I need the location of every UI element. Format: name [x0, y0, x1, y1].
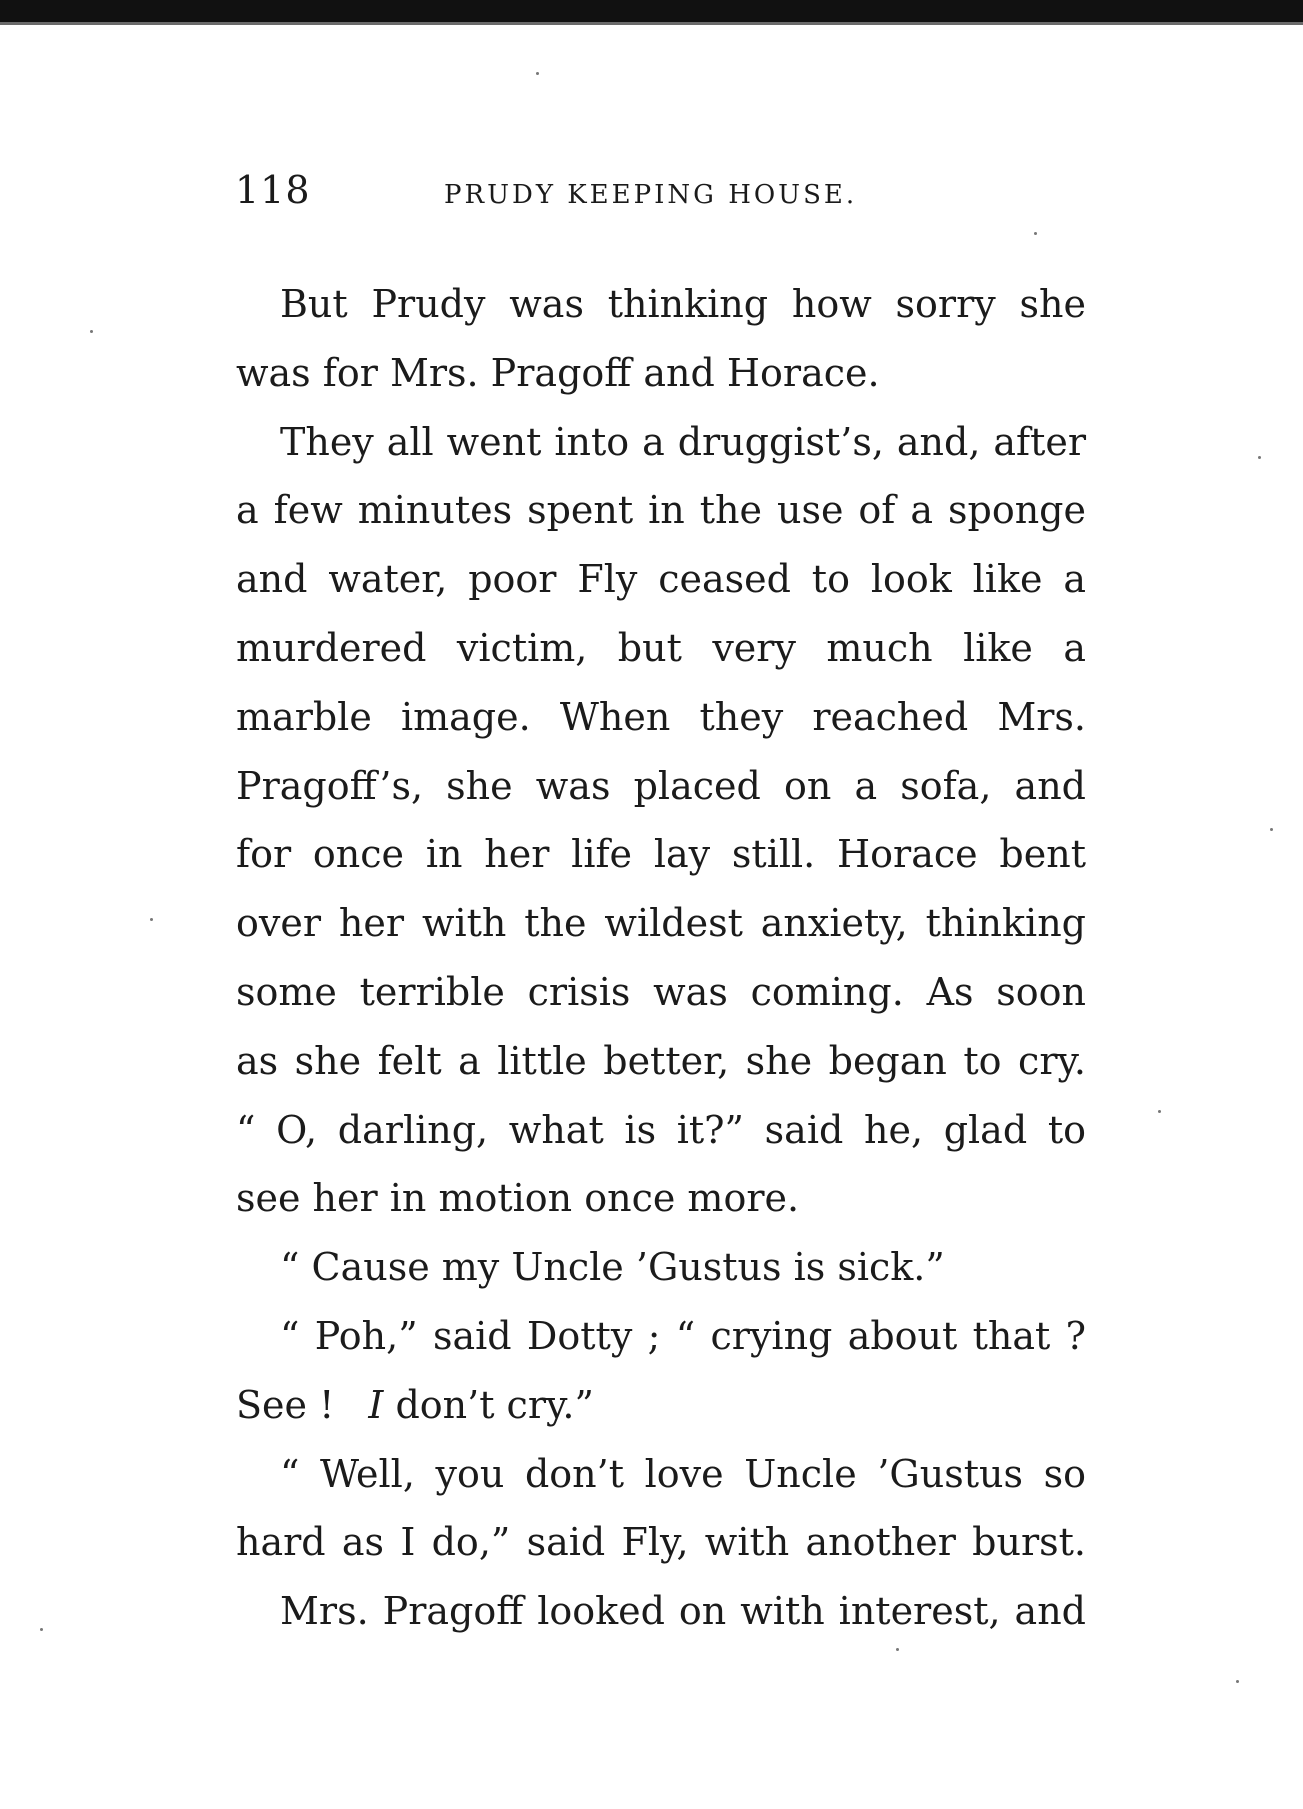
running-head: PRUDY KEEPING HOUSE.	[444, 180, 858, 210]
text-line: Pragoff’s, she was placed on a sofa, and	[236, 763, 1086, 808]
body-text	[236, 270, 1086, 1646]
paper-speck	[90, 330, 93, 333]
text-line: and water, poor Fly ceased to look like a	[236, 557, 1086, 602]
text-line: “ Poh,” said Dotty ; “ crying about that ?	[280, 1313, 1086, 1358]
text-line: a few minutes spent in the use of a sponge	[236, 488, 1086, 533]
emphasis-text: I	[368, 1382, 384, 1427]
text-line: over her with the wildest anxiety, thinking	[236, 901, 1086, 946]
text-line: some terrible crisis was coming. As soon	[236, 969, 1086, 1014]
text-line: was for Mrs. Pragoff and Horace.	[236, 350, 880, 395]
text-line: for once in her life lay still. Horace bent	[236, 832, 1086, 877]
paper-speck	[1236, 1680, 1239, 1683]
paper-speck	[1270, 828, 1273, 831]
top-border-shadow	[0, 22, 1303, 25]
paper-speck	[1158, 1110, 1161, 1113]
page-number: 118	[235, 168, 311, 212]
paper-speck	[40, 1628, 43, 1631]
text-line: “ O, darling, what is it?” said he, glad to	[236, 1107, 1086, 1152]
text-fragment: don’t cry.”	[383, 1382, 594, 1427]
paper-speck	[1034, 232, 1037, 235]
text-line: see her in motion once more.	[236, 1176, 800, 1221]
text-line: Mrs. Pragoff looked on with interest, and	[280, 1589, 1086, 1634]
text-line: “ Well, you don’t love Uncle ’Gustus so	[280, 1451, 1086, 1496]
text-line	[236, 1371, 1086, 1440]
top-border-rule	[0, 0, 1303, 22]
text-line: They all went into a druggist’s, and, after	[280, 419, 1086, 464]
text-line: as she felt a little better, she began to cry.	[236, 1038, 1086, 1083]
text-fragment: See !	[236, 1382, 335, 1427]
text-line: hard as I do,” said Fly, with another burst.	[236, 1520, 1086, 1565]
text-line: “ Cause my Uncle ’Gustus is sick.”	[280, 1245, 945, 1290]
paper-speck	[896, 1648, 899, 1651]
paper-speck	[536, 72, 539, 75]
paper-speck	[1258, 456, 1261, 459]
paper-speck	[150, 918, 153, 921]
text-line: murdered victim, but very much like a	[236, 625, 1086, 670]
text-line: marble image. When they reached Mrs.	[236, 694, 1086, 739]
text-line: But Prudy was thinking how sorry she	[280, 282, 1086, 326]
